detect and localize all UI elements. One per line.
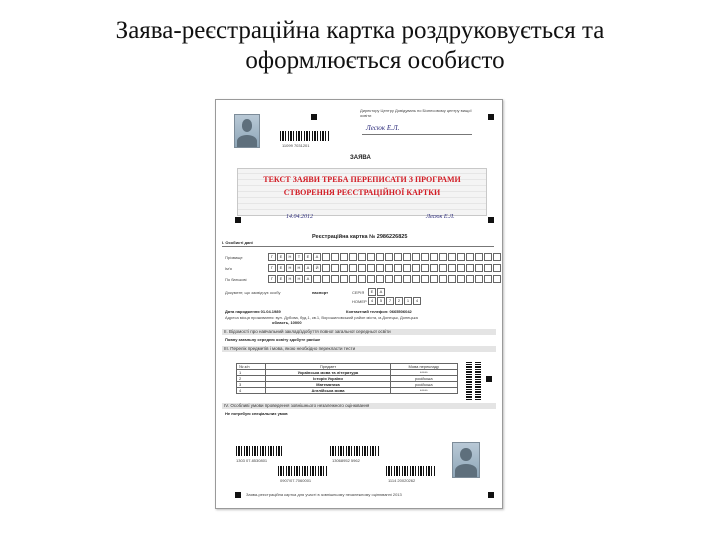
- table-row: 2 Історія України російська: [237, 376, 458, 382]
- registration-mark: [488, 217, 494, 223]
- barcode-top-number: 11099 7031201: [282, 143, 310, 148]
- registration-card-number: Реєстраційна картка № 2986226825: [312, 234, 408, 240]
- slide-title: [0, 16, 720, 76]
- signature-2: Лесюк Е.Л.: [426, 214, 455, 220]
- registration-mark: [311, 114, 317, 120]
- name-label: Ім'я: [225, 266, 232, 271]
- date-handwritten: 14.04.2012: [286, 214, 313, 220]
- address-line1: Адреса місця проживання: вул. Дубова, буд.1, кв.1, Ворошиловський район міста, м.Донецьк, Донецька: [225, 315, 418, 320]
- divider: [362, 134, 472, 135]
- barcode-bottom-mid-number: 13068952 5962: [332, 458, 360, 463]
- barcode-vertical: [466, 362, 472, 400]
- section-1-title: І. Особисті дані: [222, 240, 253, 245]
- surname-label: Прізвище: [225, 255, 243, 260]
- subjects-table: [236, 363, 458, 394]
- registration-mark: [235, 492, 241, 498]
- divider: [222, 246, 494, 247]
- table-row: 1 Українська мова та література *****: [237, 370, 458, 376]
- barcode-bottom-mid2: [278, 466, 328, 476]
- slide-title-line2: оформлюється особисто: [245, 47, 505, 74]
- form-footer: Заява-реєстраційна картка для участі в зовнішньому незалежному оцінюванні 2013: [246, 492, 402, 497]
- applicant-photo-top: [234, 114, 260, 148]
- barcode-bottom-left: [236, 446, 282, 456]
- section-2-value: Повну загальну середню освіту здобуте раніше: [225, 337, 321, 342]
- series-label: СЕРІЯ: [352, 290, 365, 295]
- birth-date: Дата народження 01.04.1989: [225, 309, 281, 314]
- patronymic-label: По батькові: [225, 277, 247, 282]
- banner-line1: ТЕКСТ ЗАЯВИ ТРЕБА ПЕРЕПИСАТИ З ПРОГРАМИ: [263, 175, 461, 184]
- document-value: паспорт: [312, 290, 329, 295]
- section-3-title: ІІІ. Перелік предметів і мова, якою необхідно перекласти тести: [222, 346, 496, 352]
- patronymic-cells: Г Е Н Н А: [268, 275, 502, 282]
- barcode-top: [280, 131, 330, 141]
- series-cells: Е А: [368, 288, 386, 295]
- barcode-bottom-left-number: 1303 07.8530801: [236, 458, 268, 463]
- registration-form-image: [215, 99, 503, 509]
- number-cells: 4 5 7 2 1 4: [368, 297, 422, 304]
- table-row: 4 Англійська мова *****: [237, 388, 458, 394]
- signature: Лесюк Е.Л.: [366, 124, 400, 132]
- contact-phone: Контактний телефон: 0665506042: [346, 309, 412, 314]
- registration-mark: [488, 114, 494, 120]
- applicant-photo-bottom: [452, 442, 480, 478]
- barcode-bottom-mid2-number: 0907/07.7060001: [280, 478, 312, 483]
- surname-cells: Г Е Н Т Е А: [268, 253, 502, 260]
- slide-title-line1: Заява-реєстраційна картка роздруковується та: [115, 17, 605, 44]
- section-4-value: Не потребую спеціальних умов: [225, 411, 288, 416]
- form-header-text: Директору Центру Довідувань по Бізнесовому центру вищої освіти: [360, 108, 472, 118]
- table-row: 3 Математика російська: [237, 382, 458, 388]
- registration-mark: [235, 217, 241, 223]
- name-cells: Г Е Н Н А Й: [268, 264, 502, 271]
- barcode-vertical: [475, 362, 481, 400]
- address-line2: область, 10000: [272, 320, 302, 325]
- document-label: Документ, що засвідчує особу: [225, 290, 281, 295]
- barcode-bottom-right: [386, 466, 436, 476]
- form-heading: ЗАЯВА: [350, 155, 371, 161]
- section-4-title: IV. Особливі умови проведення зовнішнього незалежного оцінювання: [222, 403, 496, 409]
- barcode-bottom-mid: [330, 446, 380, 456]
- banner-line2: СТВОРЕННЯ РЕЄСТРАЦІЙНОЇ КАРТКИ: [283, 188, 441, 197]
- instruction-banner: [237, 168, 487, 216]
- registration-mark: [486, 376, 492, 382]
- number-label: НОМЕР: [352, 299, 367, 304]
- registration-mark: [488, 492, 494, 498]
- barcode-bottom-right-number: 1114 20020262: [388, 478, 416, 483]
- table-header-row: № з/п Предмет Мова перекладу: [237, 364, 458, 370]
- section-2-title: ІІ. Відомості про навчальний заклад/здобуття повної загальної середньої освіти: [222, 329, 496, 335]
